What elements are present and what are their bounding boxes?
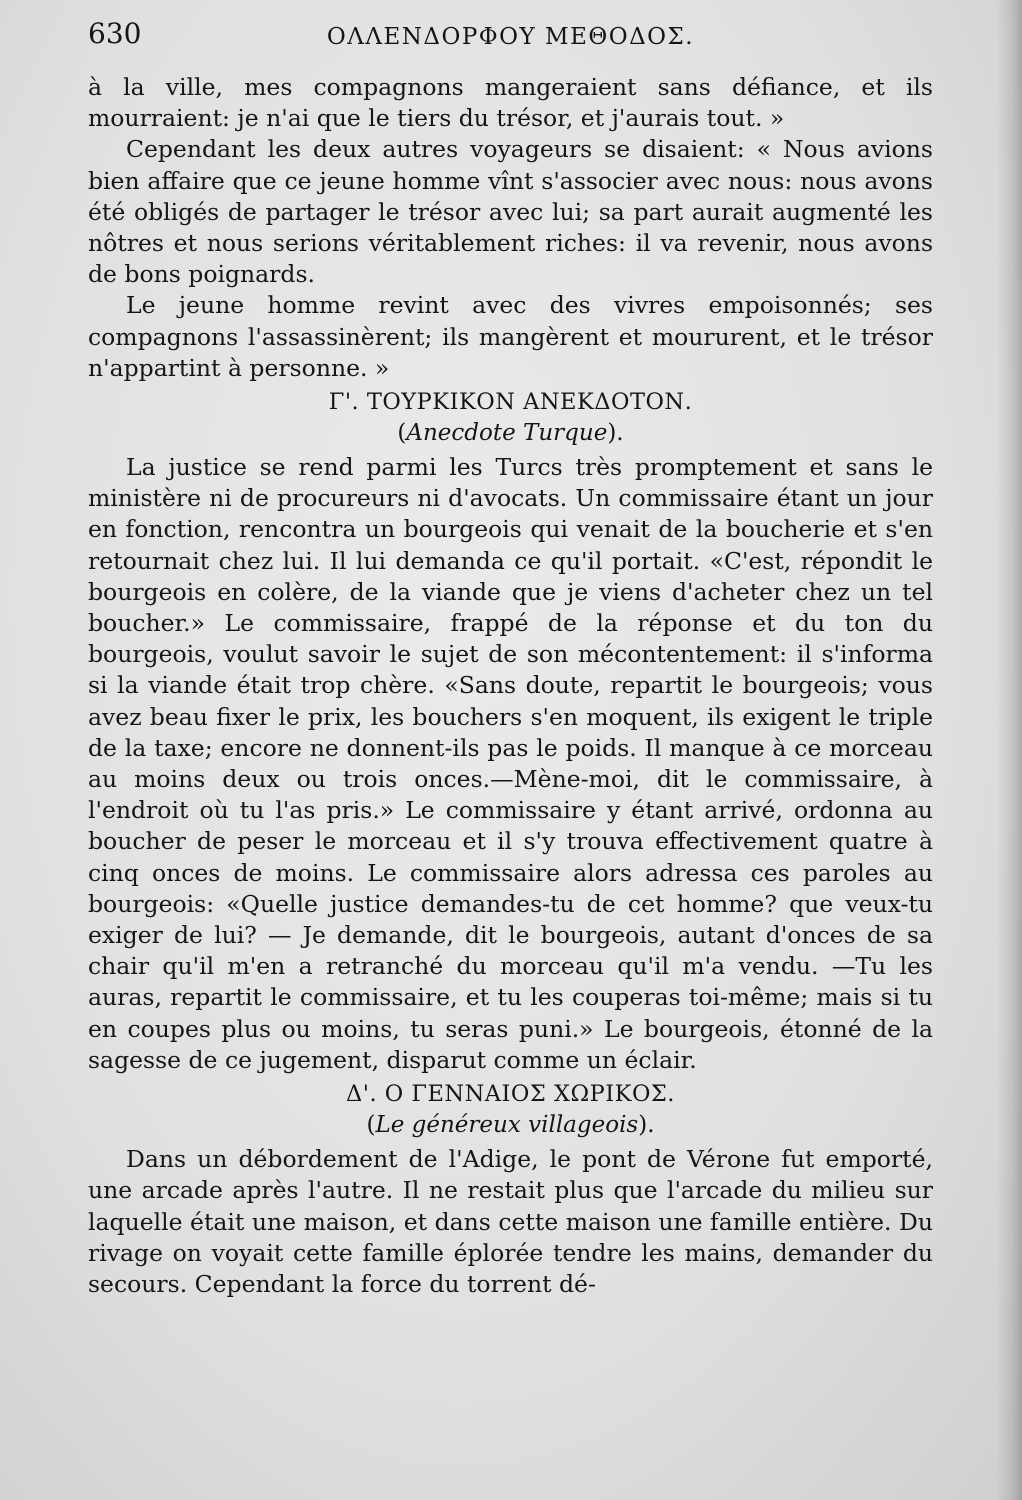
paragraph-voyageurs: Cependant les deux autres voyageurs se disaient: « Nous avions bien affaire que ce jeune homme vînt s'associer avec nous: nous avons été obligés de partager le trésor avec lui; sa part aurait augmenté les nôtres et nous serions véritablement riches: il va revenir, nous avons de bons poignards. — [88, 135, 933, 289]
running-title: ΟΛΛΕΝΔΟΡΦΟΥ ΜΕΘΟΔΟΣ. — [326, 24, 695, 50]
page-number: 630 — [88, 17, 142, 50]
subtitle-text: Le généreux villageois — [375, 1112, 639, 1139]
page-header — [88, 14, 933, 58]
paragraph-continuation: à la ville, mes compagnons mangeraient sans défiance, et ils mourraient: je n'ai que le tiers du trésor, et j'aurais tout. » — [88, 73, 933, 133]
paragraph-adige: Dans un débordement de l'Adige, le pont de Vérone fut emporté, une arcade après l'autre. Il ne restait plus que l'arcade du milieu sur laquelle était une maison, et dans cette maison une famille entière. Du rivage on voyait cette famille éplorée tendre les mains, demander du secours. Cependant la force du torrent dé- — [88, 1145, 933, 1298]
section-subtitle-anecdote-turque: (Anecdote Turque). — [397, 420, 624, 447]
paragraph-jeune-homme: Le jeune homme revint avec des vivres empoisonnés; ses compagnons l'assassinèrent; ils mangèrent et moururent, et le trésor n'appartint à personne. » — [88, 291, 933, 382]
section-subtitle-villageois: (Le généreux villageois). — [366, 1112, 655, 1139]
section-title-anecdote-turque: Γ'. ΤΟΥΡΚΙΚΟΝ ΑΝΕΚΔΟΤΟΝ. — [328, 389, 693, 416]
section-title-villageois: Δ'. Ο ΓΕΝΝΑΙΟΣ ΧΩΡΙΚΟΣ. — [346, 1081, 675, 1108]
page-edge-shadow — [996, 0, 1022, 1500]
paragraph-justice-turque: La justice se rend parmi les Turcs très promptement et sans le ministère ni de procureurs ni d'avocats. Un commissaire étant un jour en fonction, rencontra un bourgeois qui venait de la boucherie et s'en retournait chez lui. Il lui demanda ce qu'il portait. «C'est, répondit le bourgeois en colère, de la viande que je viens d'acheter chez un tel boucher.» Le commissaire, frappé de la réponse et du ton du bourgeois, voulut savoir le sujet de son mécontentement: il s'informa si la viande était trop chère. «Sans doute, repartit le bourgeois; vous avez beau fixer le prix, les bouchers s'en moquent, ils exigent le triple de la taxe; encore ne donnent-ils pas le poids. Il manque à ce morceau au moins deux ou trois onces.—Mène-moi, dit le commissaire, à l'endroit où tu l'as pris.» Le commissaire y étant arrivé, ordonna au boucher de peser le morceau et il s'y trouva effectivement quatre à cinq onces de moins. Le commissaire alors adressa ces paroles au bourgeois: «Quelle justice demandes-tu de cet homme? que veux-tu exiger de lui? — Je demande, dit le bourgeois, autant d'onces de sa chair qu'il m'en a retranché du morceau qu'il m'a vendu. —Tu les auras, repartit le commissaire, et tu les couperas toi-même; mais si tu en coupes plus ou moins, tu seras puni.» Le bourgeois, étonné de la sagesse de ce jugement, disparut comme un éclair. — [88, 453, 933, 1074]
subtitle-text: Anecdote Turque — [406, 420, 608, 447]
page-body — [88, 72, 933, 1300]
